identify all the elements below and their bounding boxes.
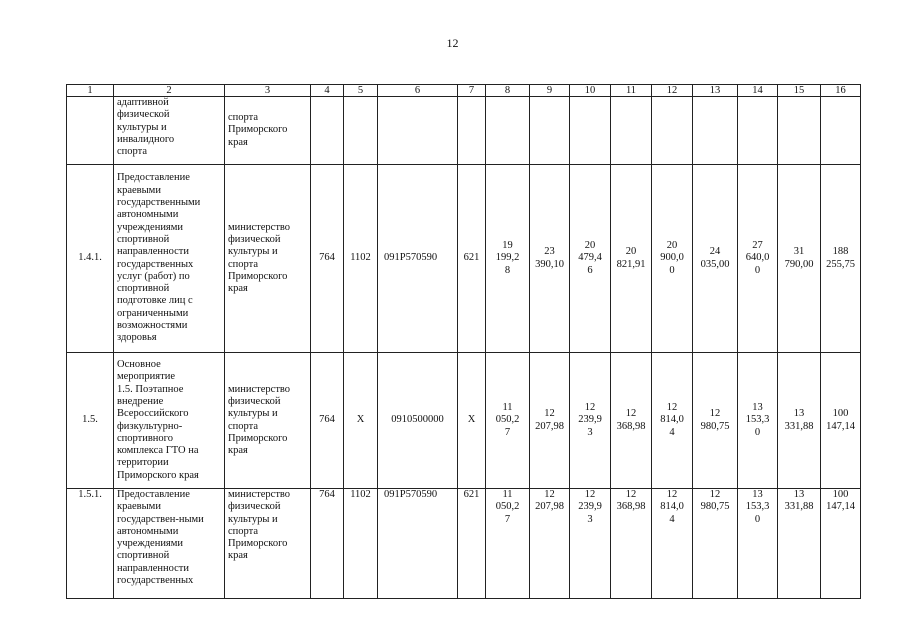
row-rzpr: 1102 [344,489,378,599]
row-grbs: 764 [311,489,344,599]
column-header: 11 [611,85,652,97]
column-number-row [67,85,861,97]
page-number: 12 [446,36,459,50]
row-rzpr: Х [344,353,378,489]
row-value: 12 980,75 [693,489,738,599]
row-value: 13 331,88 [778,353,821,489]
row-value: 24 035,00 [693,165,738,353]
row-value: 11 050,2 7 [486,489,530,599]
row-value: 20 479,4 6 [570,165,611,353]
row-value: 19 199,2 8 [486,165,530,353]
row-value: 31 790,00 [778,165,821,353]
row-value [611,97,652,165]
row-value [821,97,861,165]
table-row [67,165,861,353]
row-value: 12 368,98 [611,353,652,489]
row-code: 1.5.1. [67,489,114,599]
row-value: 12 368,98 [611,489,652,599]
column-header: 4 [311,85,344,97]
row-value [738,97,778,165]
column-header: 7 [458,85,486,97]
row-grbs: 764 [311,165,344,353]
row-value [530,97,570,165]
row-csr [378,97,458,165]
column-header: 15 [778,85,821,97]
column-header: 6 [378,85,458,97]
row-value [570,97,611,165]
row-name: Предоставление краевыми государственными автономными учреждениями спортивной направленности государственных услуг (работ) по спортивной подготовке лиц с ограниченными возможностями здоровья [114,165,225,353]
row-executor: министерство физической культуры и спорта Приморского края [225,165,311,353]
row-value [652,97,693,165]
row-csr: 091Р570590 [378,489,458,599]
row-csr: 091Р570590 [378,165,458,353]
row-vr [458,97,486,165]
row-value [693,97,738,165]
row-code [67,97,114,165]
row-grbs [311,97,344,165]
budget-table [66,84,861,599]
column-header: 12 [652,85,693,97]
row-value: 12 207,98 [530,353,570,489]
column-header: 13 [693,85,738,97]
row-name: адаптивной физической культуры и инвалидного спорта [114,97,225,165]
row-rzpr [344,97,378,165]
row-value: 13 153,3 0 [738,353,778,489]
row-value: 20 900,0 0 [652,165,693,353]
column-header: 3 [225,85,311,97]
row-name: Предоставление краевыми государствен-ными автономными учреждениями спортивной направленности государственных [114,489,225,599]
row-vr: 621 [458,489,486,599]
row-value: 100 147,14 [821,489,861,599]
row-rzpr: 1102 [344,165,378,353]
column-header: 14 [738,85,778,97]
column-header: 8 [486,85,530,97]
row-value: 188 255,75 [821,165,861,353]
column-header: 5 [344,85,378,97]
table-row [67,353,861,489]
row-code: 1.5. [67,353,114,489]
row-value [486,97,530,165]
column-header: 10 [570,85,611,97]
row-value: 27 640,0 0 [738,165,778,353]
column-header: 1 [67,85,114,97]
column-header: 16 [821,85,861,97]
row-value: 23 390,10 [530,165,570,353]
row-value: 12 239,9 3 [570,489,611,599]
row-value [778,97,821,165]
row-executor: министерство физической культуры и спорта Приморского края [225,489,311,599]
row-value: 100 147,14 [821,353,861,489]
row-value: 12 980,75 [693,353,738,489]
row-csr: 0910500000 [378,353,458,489]
row-code: 1.4.1. [67,165,114,353]
table-row [67,97,861,165]
row-value: 13 331,88 [778,489,821,599]
table-row [67,489,861,599]
row-value: 12 814,0 4 [652,353,693,489]
row-value: 13 153,3 0 [738,489,778,599]
row-vr: Х [458,353,486,489]
column-header: 2 [114,85,225,97]
column-header: 9 [530,85,570,97]
row-name: Основное мероприятие 1.5. Поэтапное внедрение Всероссийского физкультурно- спортивного комплекса ГТО на территории Приморского края [114,353,225,489]
row-executor: спорта Приморского края [225,97,311,165]
row-executor: министерство физической культуры и спорта Приморского края [225,353,311,489]
row-value: 12 239,9 3 [570,353,611,489]
row-value: 12 814,0 4 [652,489,693,599]
row-value: 11 050,2 7 [486,353,530,489]
row-vr: 621 [458,165,486,353]
row-value: 20 821,91 [611,165,652,353]
row-grbs: 764 [311,353,344,489]
row-value: 12 207,98 [530,489,570,599]
